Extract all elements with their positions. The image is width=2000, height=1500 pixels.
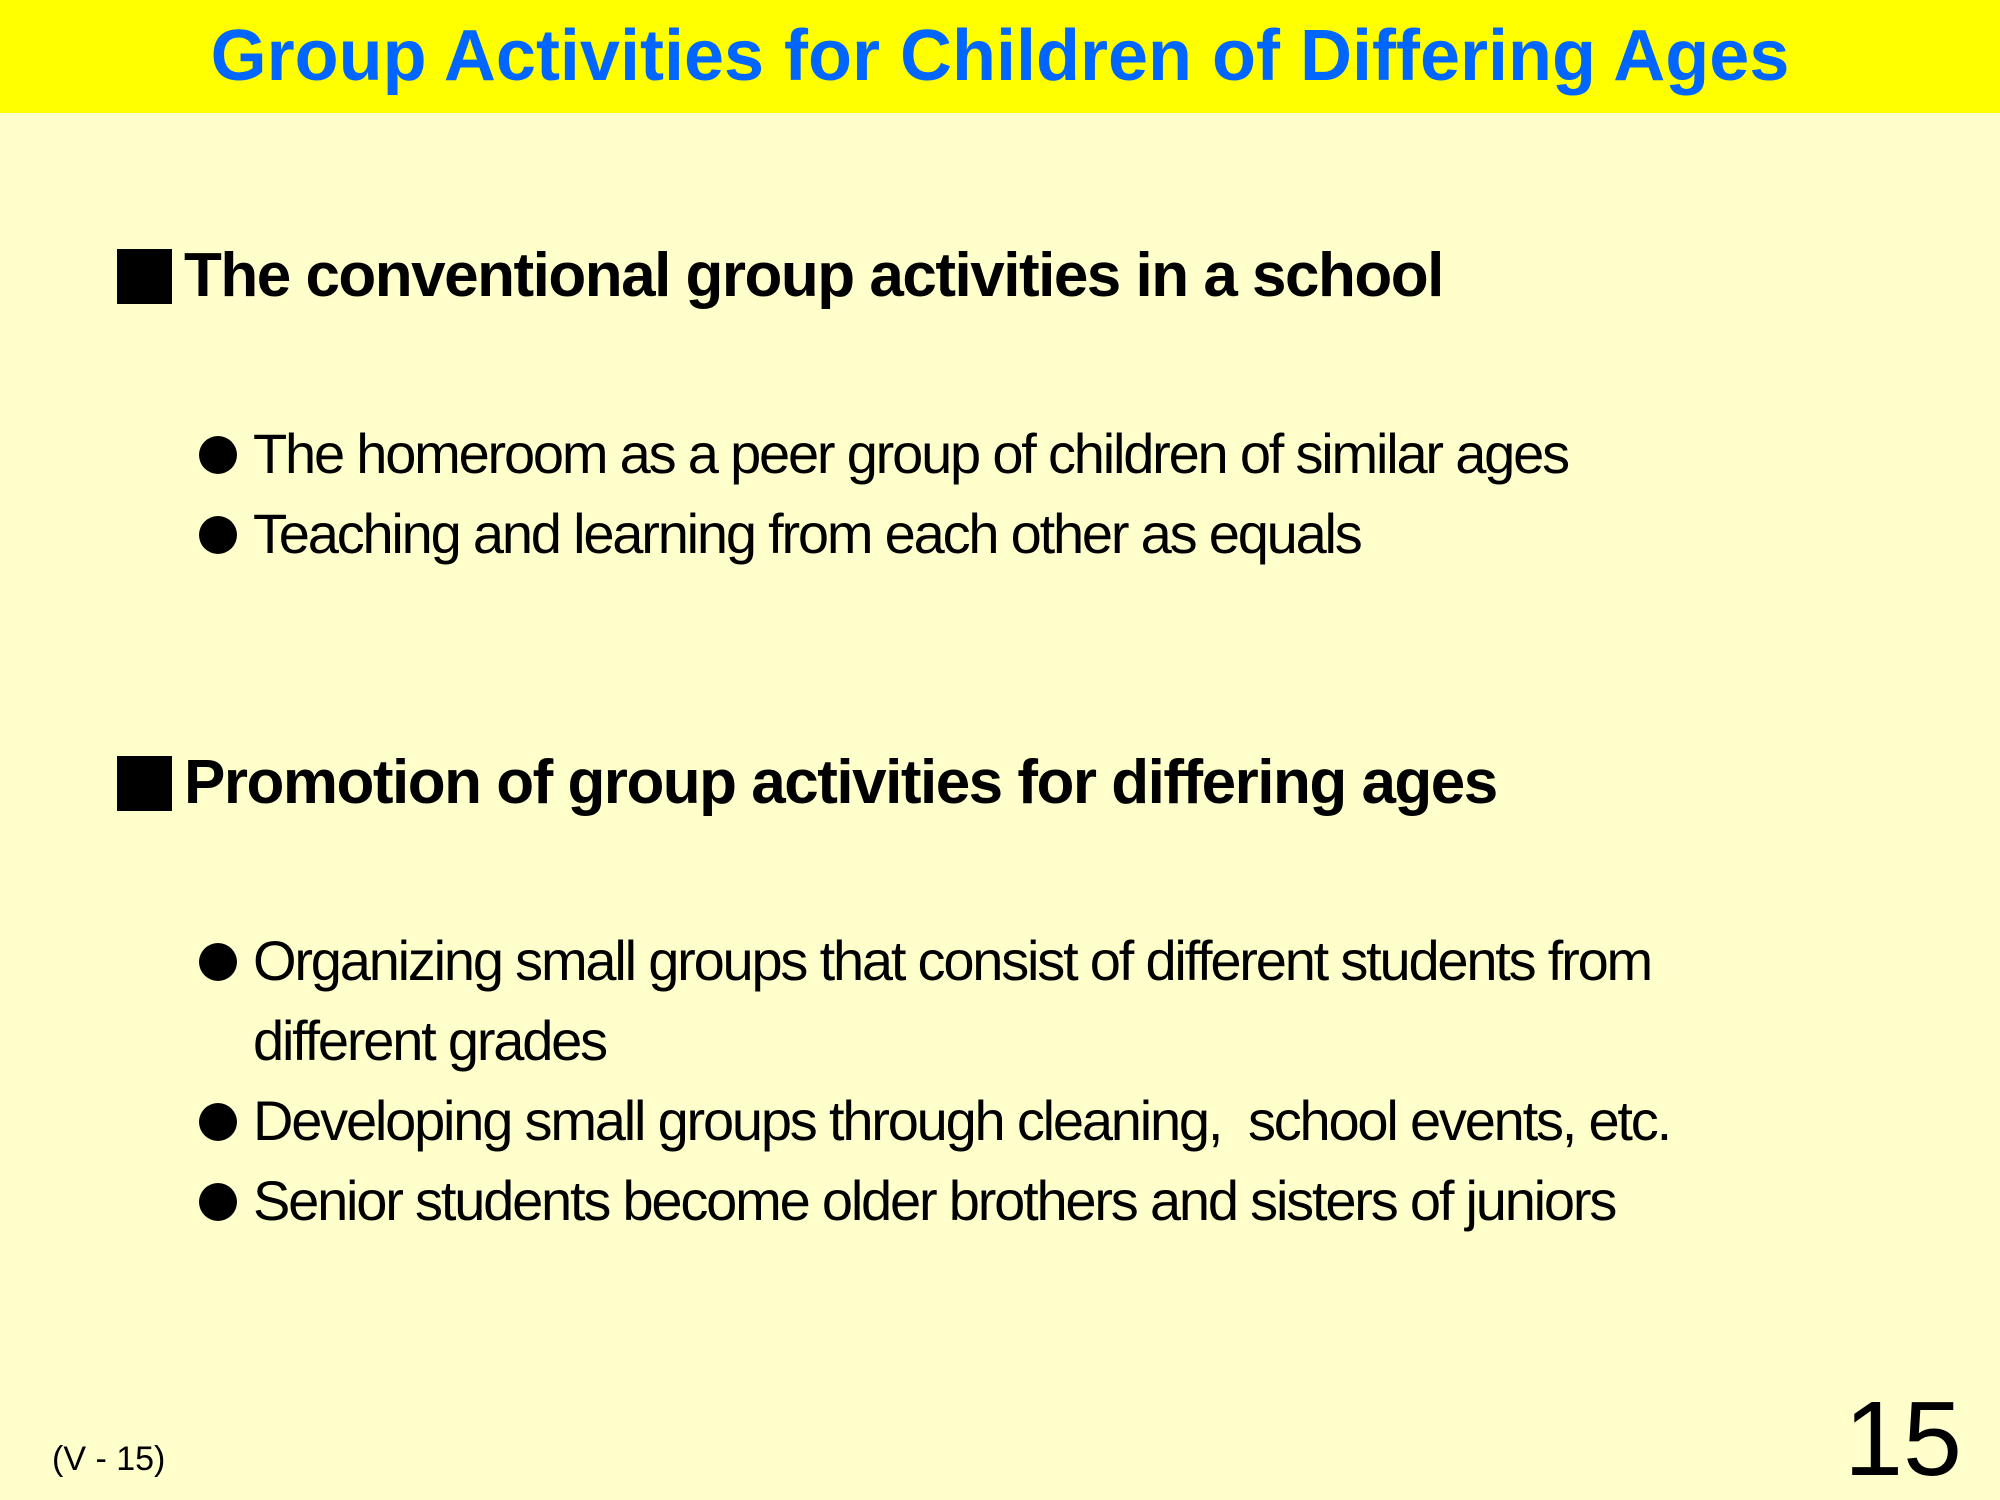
title-bar xyxy=(0,0,2000,113)
bullet-list xyxy=(199,921,1813,1241)
list-item xyxy=(199,921,1813,1081)
list-item-text: Developing small groups through cleaning, school events, etc. xyxy=(253,1089,1670,1152)
circle-bullet-icon xyxy=(199,1183,237,1221)
circle-bullet-icon xyxy=(199,1103,237,1141)
circle-bullet-icon xyxy=(199,943,237,981)
list-item-text: Senior students become older brothers and sisters of juniors xyxy=(253,1169,1616,1232)
bullet-list xyxy=(199,414,1813,574)
section-conventional-activities xyxy=(117,236,1917,565)
list-item xyxy=(199,414,1813,494)
list-item xyxy=(199,1081,1813,1161)
section-heading-text: Promotion of group activities for differing ages xyxy=(184,748,1497,817)
list-item-text: Teaching and learning from each other as equals xyxy=(253,502,1361,565)
list-item xyxy=(199,494,1813,574)
section-heading xyxy=(117,743,1917,823)
circle-bullet-icon xyxy=(199,516,237,554)
square-bullet-icon xyxy=(117,756,172,811)
list-item xyxy=(199,1161,1813,1241)
section-heading-text: The conventional group activities in a school xyxy=(184,241,1443,310)
square-bullet-icon xyxy=(117,249,172,304)
slide-title: Group Activities for Children of Differing Ages xyxy=(210,16,1790,96)
section-differing-ages-promotion xyxy=(117,743,1917,1232)
section-heading xyxy=(117,236,1917,316)
list-item-text: The homeroom as a peer group of children of similar ages xyxy=(253,422,1568,485)
list-item-text: Organizing small groups that consist of different students from different grades xyxy=(253,929,1652,1072)
page-number: 15 xyxy=(1844,1380,1962,1498)
slide-code: (V - 15) xyxy=(52,1440,166,1478)
circle-bullet-icon xyxy=(199,436,237,474)
